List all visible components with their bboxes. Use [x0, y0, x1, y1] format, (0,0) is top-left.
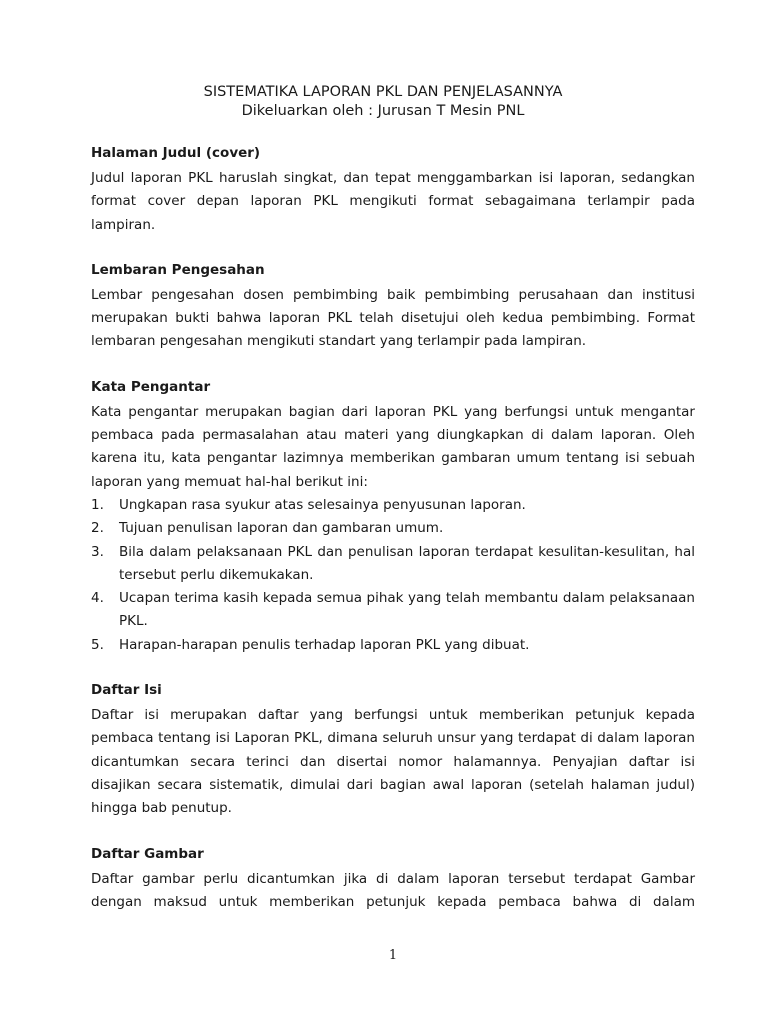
- section-heading: Lembaran Pengesahan: [91, 261, 265, 278]
- list-item: [91, 494, 695, 517]
- section-halaman-judul: [91, 144, 695, 237]
- list-number: 5.: [91, 636, 104, 653]
- section-daftar-gambar: [91, 845, 695, 915]
- list-number: 3.: [91, 543, 104, 560]
- section-paragraph: Daftar isi merupakan daftar yang berfungsi untuk memberikan petunjuk kepada pembaca tentang isi Laporan PKL, dimana seluruh unsur yang terdapat di dalam laporan dicantumkan secara terinci dan disertai nomor halamannya. Penyajian daftar isi disajikan secara sistematik, dimulai dari bagian awal laporan (setelah halaman judul) hingga bab penutup.: [91, 707, 695, 817]
- page-number: 1: [388, 948, 398, 963]
- section-lembaran-pengesahan: [91, 261, 695, 354]
- list-item-text: Harapan-harapan penulis terhadap laporan PKL yang dibuat.: [119, 636, 530, 653]
- section-paragraph: Lembar pengesahan dosen pembimbing baik pembimbing perusahaan dan institusi merupakan bukti bahwa laporan PKL telah disetujui oleh kedua pembimbing. Format lembaran pengesahan mengikuti standart yang terlampir pada lampiran.: [91, 286, 695, 350]
- list-item: [91, 587, 695, 634]
- section-heading: Daftar Gambar: [91, 845, 204, 862]
- list-item: [91, 517, 695, 540]
- section-daftar-isi: [91, 681, 695, 820]
- list-number: 4.: [91, 590, 104, 607]
- section-heading: Daftar Isi: [91, 682, 162, 699]
- list-item: [91, 634, 695, 657]
- numbered-list: [91, 494, 695, 657]
- section-paragraph: Daftar gambar perlu dicantumkan jika di dalam laporan tersebut terdapat Gambar dengan maksud untuk memberikan petunjuk kepada pembaca bahwa di dalam: [91, 870, 695, 910]
- list-item-text: Bila dalam pelaksanaan PKL dan penulisan laporan terdapat kesulitan-kesulitan, hal tersebut perlu dikemukakan.: [119, 543, 695, 583]
- section-heading: Kata Pengantar: [91, 378, 211, 395]
- list-item: [91, 541, 695, 588]
- section-paragraph: Judul laporan PKL haruslah singkat, dan tepat menggambarkan isi laporan, sedangkan format cover depan laporan PKL mengikuti format sebagaimana terlampir pada lampiran.: [91, 170, 695, 233]
- section-paragraph: Kata pengantar merupakan bagian dari laporan PKL yang berfungsi untuk mengantar pembaca pada permasalahan atau materi yang diungkapkan di dalam laporan. Oleh karena itu, kata pengantar lazimnya memberikan gambaran umum tentang isi sebuah laporan yang memuat hal-hal berikut ini:: [91, 403, 695, 490]
- list-item-text: Ucapan terima kasih kepada semua pihak yang telah membantu dalam pelaksanaan PKL.: [119, 590, 695, 630]
- list-item-text: Ungkapan rasa syukur atas selesainya penyusunan laporan.: [119, 496, 526, 513]
- document-title: SISTEMATIKA LAPORAN PKL DAN PENJELASANNYA: [203, 84, 563, 100]
- list-item-text: Tujuan penulisan laporan dan gambaran umum.: [119, 520, 444, 537]
- section-kata-pengantar: [91, 378, 695, 657]
- document-subtitle: Dikeluarkan oleh : Jurusan T Mesin PNL: [241, 103, 525, 119]
- section-heading: Halaman Judul (cover): [91, 145, 261, 161]
- list-number: 1.: [91, 496, 104, 513]
- list-number: 2.: [91, 520, 104, 537]
